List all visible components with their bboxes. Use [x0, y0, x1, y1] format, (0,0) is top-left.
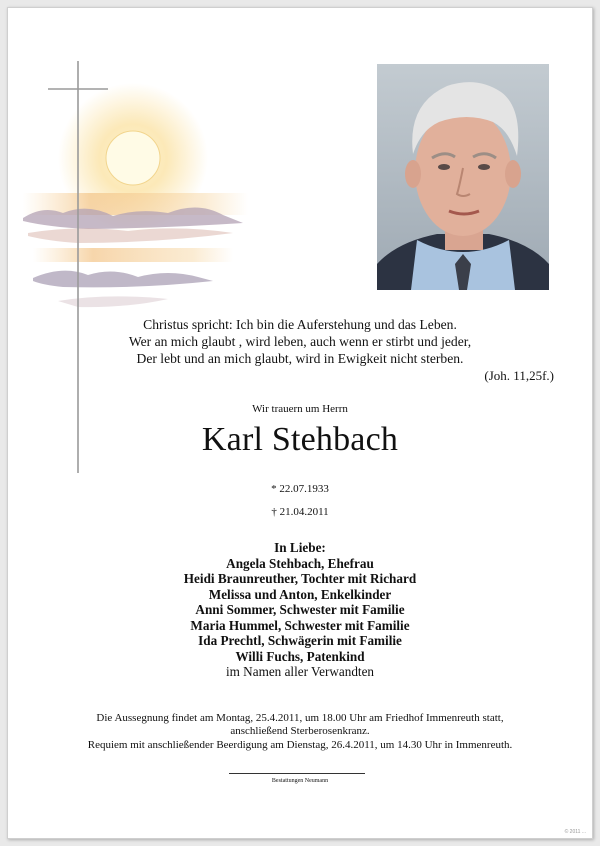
birth-date: * 22.07.1933	[271, 483, 329, 495]
family-closing: im Namen aller Verwandten	[225, 664, 375, 679]
family-member: Ida Prechtl, Schwägerin mit Familie	[198, 633, 402, 648]
service-line: anschließend Sterberosenkranz.	[230, 725, 370, 738]
obituary-card	[7, 7, 593, 839]
verse-line: Wer an mich glaubt , wird leben, auch wenn er stirbt und jeder,	[128, 334, 472, 349]
cross-sunset-illustration	[18, 53, 258, 483]
family-member: Heidi Braunreuther, Tochter mit Richard	[183, 571, 417, 586]
verse-line: Christus spricht: Ich bin die Auferstehung und das Leben.	[143, 317, 457, 332]
family-member: Willi Fuchs, Patenkind	[235, 648, 365, 664]
mourning-intro: Wir trauern um Herrn	[252, 403, 348, 415]
service-line: Requiem mit anschließender Beerdigung am Dienstag, 26.4.2011, um 14.30 Uhr in Immenreuth.	[87, 738, 513, 751]
lower-hills	[33, 271, 213, 288]
copyright-note: © 2011 ...	[564, 829, 586, 835]
service-info	[8, 712, 592, 752]
family-member: Maria Hummel, Schwester mit Familie	[190, 617, 410, 633]
divider	[229, 773, 365, 774]
verse-reference: (Joh. 11,25f.)	[484, 368, 554, 383]
bible-verse	[8, 316, 592, 367]
verse-line: Der lebt und an mich glaubt, wird in Ewigkeit nicht sterben.	[136, 351, 464, 366]
sun	[106, 131, 160, 185]
service-line: Die Aussegnung findet am Montag, 25.4.2011, um 18.00 Uhr am Friedhof Immenreuth statt,	[96, 712, 504, 724]
portrait-photo	[377, 64, 549, 290]
family-member: Angela Stehbach, Ehefrau	[226, 555, 374, 571]
family-list	[8, 540, 592, 680]
family-heading: In Liebe:	[274, 540, 326, 555]
death-date: † 21.04.2011	[271, 506, 329, 518]
family-member: Anni Sommer, Schwester mit Familie	[195, 602, 405, 617]
deceased-name: Karl Stehbach	[201, 421, 399, 458]
undertaker-name: Bestattungen Neumann	[271, 778, 329, 784]
family-member: Melissa und Anton, Enkelkinder	[208, 586, 392, 602]
